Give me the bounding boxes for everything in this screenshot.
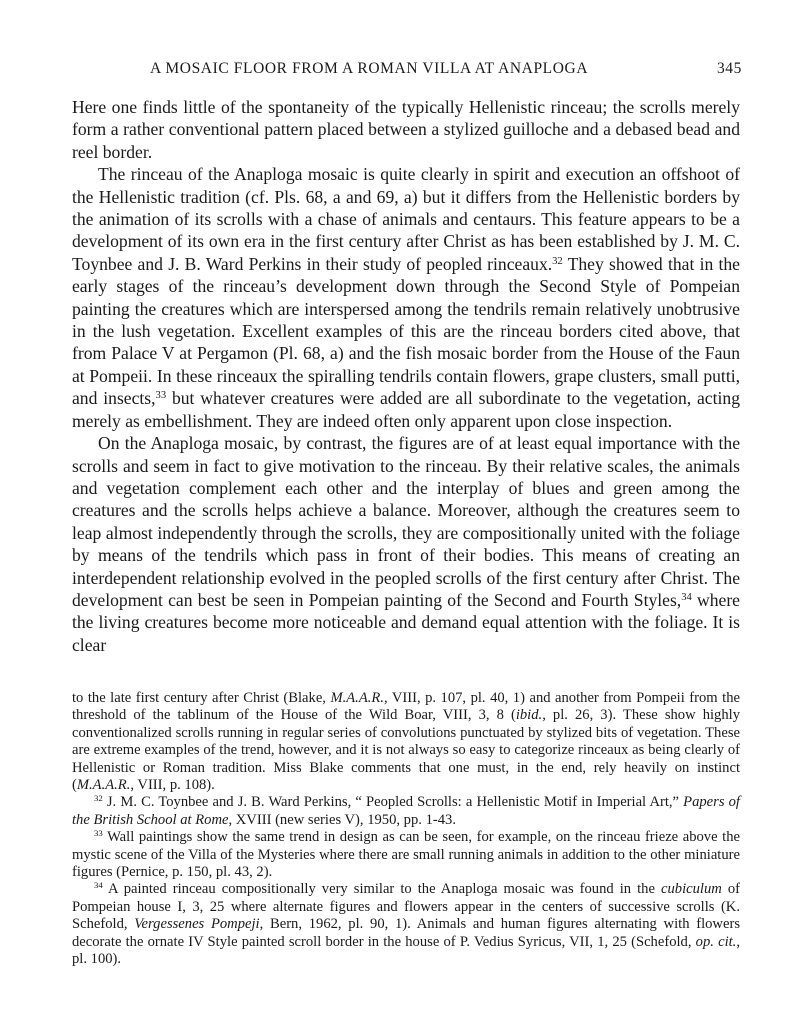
- footnote-ref-34[interactable]: 34: [681, 592, 692, 604]
- citation-book: Vergessenes Pompeji: [134, 916, 260, 933]
- footnote-text: , XVIII (new series V), 1950, pp. 1-43.: [228, 811, 456, 828]
- footnote-text: , pl. 100).: [72, 933, 740, 968]
- footnote-text: A painted rinceau compositionally very similar to the Anaploga mosaic was found in the: [102, 881, 661, 898]
- footnote-mark-32: 32: [94, 793, 103, 804]
- citation-title: M.A.A.R.: [76, 777, 131, 794]
- footnote-ref-32[interactable]: 32: [552, 256, 563, 268]
- italic-term: cubiculum: [661, 881, 722, 898]
- citation-journal: Papers of the British School at Rome: [72, 794, 740, 828]
- footnote-text: , Bern, 1962, pl. 90, 1). Animals and human figures alternating with flowers decorate the ornate IV Style painted scroll border in the house of P. Vedius Syricus, VII, 1, 25 (Schefold,: [72, 916, 740, 950]
- paragraph-3: [72, 432, 740, 656]
- footnote-text: , VIII, p. 107, pl. 40, 1) and another from Pompeii from the threshold of the tablinum of the House of the Wild Boar, VIII, 3, 8 (: [72, 690, 740, 724]
- footnote-text: , pl. 26, 3). These show highly conventionalized scrolls running in regular series of convolutions punctuated by stylized bits of vegetation. These are extreme examples of the trend, however, and it is not always so easy to categorize rinceaux as being clearly of Hellenistic or Roman tradition. Miss Blake comments that one must, in the end, rely heavily on instinct (: [72, 707, 741, 794]
- footnote-text: J. M. C. Toynbee and J. B. Ward Perkins, “ Peopled Scrolls: a Hellenistic Motif in Imperial Art,”: [102, 794, 684, 811]
- running-header: [72, 60, 742, 82]
- paragraph-1-text: Here one finds little of the spontaneity of the typically Hellenistic rinceau; the scrolls merely form a rather conventional pattern placed between a stylized guilloche and a debased bead and reel border.: [72, 97, 740, 162]
- footnote-32: [72, 794, 740, 829]
- paragraph-2-text-a: The rinceau of the Anaploga mosaic is quite clearly in spirit and execution an offshoot of the Hellenistic tradition (cf. Pls. 68, a and 69, a) but it differs from the Hellenistic borders by the animation of its scrolls with a chase of animals and centaurs. This feature appears to be a development of its own era in the first century after Christ as has been established by J. M. C. Toynbee and J. B. Ward Perkins in their study of peopled rinceaux.: [72, 164, 740, 274]
- footnote-33: [72, 829, 740, 881]
- footnote-text: of Pompeian house I, 3, 25 where alternate figures and flowers appear in the centers of successive scrolls (K. Schefold,: [72, 881, 740, 933]
- citation-opcit: op. cit.: [695, 933, 737, 950]
- paragraph-3-text-a: On the Anaploga mosaic, by contrast, the figures are of at least equal importance with the scrolls and seem in fact to give motivation to the rinceau. By their relative scales, the animals and vegetation complement each other and the interplay of blues and green among the creatures and the scrolls helps achieve a balance. Moreover, although the creatures seem to leap almost independently through the scrolls, they are compositionally united with the foliage by means of the tendrils which pass in front of their bodies. This means of creating an interdependent relationship evolved in the peopled scrolls of the first century after Christ. The development can best be seen in Pompeian painting of the Second and Fourth Styles,: [72, 433, 740, 610]
- footnote-mark-34: 34: [94, 880, 103, 891]
- paragraph-2: [72, 163, 740, 432]
- footnote-mark-33: 33: [94, 828, 103, 839]
- paragraph-2-text-b: They showed that in the early stages of the rinceau’s development down through the Second Style of Pompeian painting the creatures which are interspersed among the tendrils remain relatively unobtrusive in the lush vegetation. Excellent examples of this are the rinceau borders cited above, that from Palace V at Pergamon (Pl. 68, a) and the fish mosaic border from the House of the Faun at Pompeii. In these rinceaux the spiralling tendrils contain flowers, grape clusters, small putti, and insects,: [72, 253, 740, 409]
- citation-ibid: ibid.: [515, 707, 543, 724]
- body-text: [72, 96, 740, 656]
- paragraph-1: [72, 96, 740, 163]
- footnote-continuation: [72, 690, 740, 794]
- footnote-text: Wall paintings show the same trend in design as can be seen, for example, on the rinceau frieze above the mystic scene of the Villa of the Mysteries where there are small running animals in addition to the other miniature figures (Pernice, p. 150, pl. 43, 2).: [72, 829, 740, 881]
- footnotes: [72, 690, 740, 969]
- citation-title: M.A.A.R.: [330, 690, 384, 706]
- footnote-text: , VIII, p. 108).: [130, 777, 215, 794]
- page-number: 345: [716, 60, 742, 77]
- footnote-text: to the late first century after Christ (Blake,: [72, 690, 331, 706]
- paragraph-3-text-b: where the living creatures become more noticeable and demand equal attention with the foliage. It is clear: [72, 589, 740, 655]
- paragraph-2-text-c: but whatever creatures were added are all subordinate to the vegetation, acting merely as embellishment. They are indeed often only apparent upon close inspection.: [72, 388, 740, 431]
- footnote-ref-33[interactable]: 33: [155, 390, 167, 402]
- running-title: A MOSAIC FLOOR FROM A ROMAN VILLA AT ANAPLOGA: [150, 60, 589, 77]
- footnote-34: [72, 881, 740, 968]
